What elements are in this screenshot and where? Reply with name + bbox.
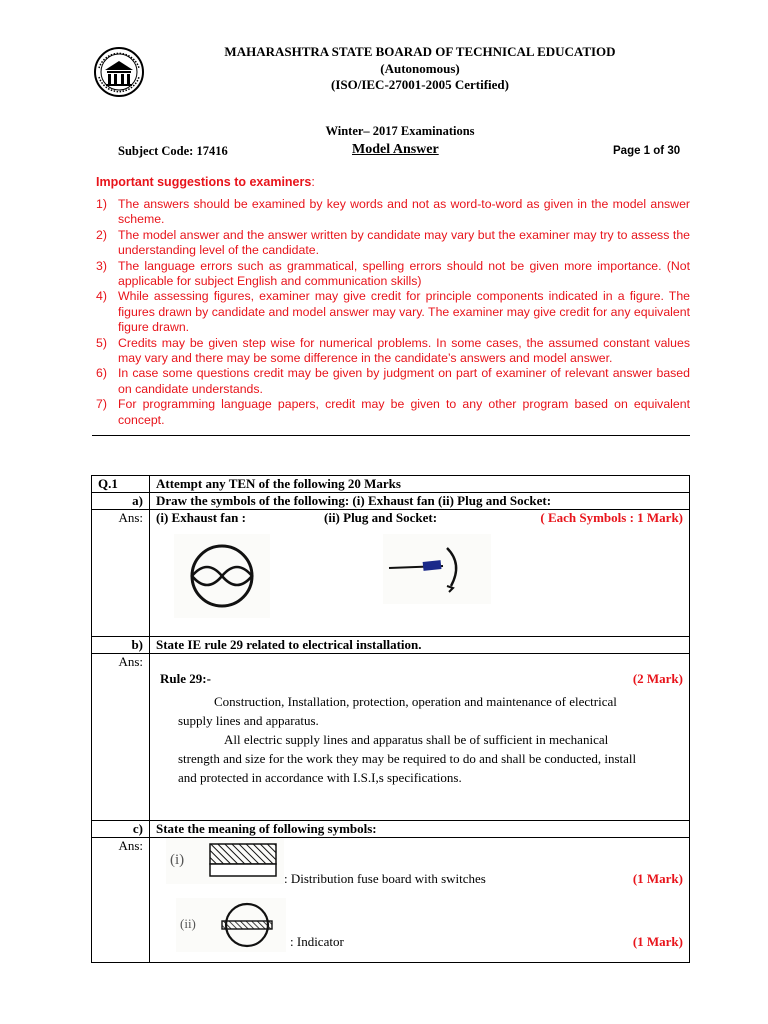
subquestion-label: c) — [92, 821, 150, 838]
question-header-row — [92, 476, 690, 493]
marks-label: ( Each Symbols : 1 Mark) — [540, 510, 683, 525]
suggestion-item: 5) Credits may be given step wise for numerical problems. In some cases, the assumed constant values may vary and there may be some difference in the candidate’s answers and model answer. — [96, 335, 690, 366]
subquestion-row — [92, 821, 690, 838]
certification-label: (ISO/IEC-27001-2005 Certified) — [330, 77, 509, 92]
subquestion-text: State the meaning of following symbols: — [150, 821, 690, 838]
answer-cell — [150, 838, 690, 963]
suggestion-item: 1) The answers should be examined by key words and not as word-to-word as given in the model answer scheme. — [96, 197, 690, 227]
answer-row — [92, 654, 690, 821]
suggestion-item: 3) The language errors such as grammatical, spelling errors should not be given more importance. (Not applicable for subject English and communication skills) — [96, 258, 690, 289]
question-title: Attempt any TEN of the following 20 Marks — [150, 476, 690, 493]
marks-label: (2 Mark) — [632, 671, 683, 686]
ans-label: Ans: — [92, 654, 150, 821]
rule-line: Construction, Installation, protection, operation and maintenance of electrical — [214, 694, 617, 709]
rule-line: supply lines and apparatus. — [178, 713, 319, 728]
rule-line: and protected in accordance with I.S.I,s specifications. — [178, 770, 462, 785]
indicator-symbol — [214, 901, 280, 949]
suggestion-item: 4) While assessing figures, examiner may give credit for principle components indicated in a figure. The figures drawn by candidate and model answer may vary. The examiner may give credit for any equivalent figure drawn. — [96, 289, 690, 335]
marks-label: (1 Mark) — [632, 871, 683, 886]
ans-label: Ans: — [92, 838, 150, 963]
plug-socket-label: (ii) Plug and Socket: — [324, 510, 438, 525]
exhaust-fan-symbol — [174, 534, 270, 618]
symbol-label: (ii) — [180, 916, 196, 931]
ans-label: Ans: — [92, 510, 150, 637]
rule-title: Rule 29:- — [160, 671, 211, 686]
answer-cell — [150, 510, 690, 637]
answer-row — [92, 510, 690, 637]
autonomous-label: (Autonomous) — [380, 61, 460, 76]
exhaust-fan-label: (i) Exhaust fan : — [156, 510, 246, 525]
answer-table — [91, 475, 690, 963]
subquestion-label: b) — [92, 637, 150, 654]
exam-title: Winter– 2017 Examinations — [325, 124, 475, 138]
suggestions-title: Important suggestions to examiners: — [96, 175, 315, 189]
org-name: MAHARASHTRA STATE BOARAD OF TECHNICAL EDUCATIOD — [224, 44, 616, 59]
section-divider — [92, 435, 690, 436]
distribution-fuse-board-figure — [166, 838, 284, 884]
marks-label: (1 Mark) — [632, 934, 683, 949]
suggestion-item: 7) For programming language papers, credit may be given to any other program based on equivalent concept. — [96, 397, 690, 427]
answer-row — [92, 838, 690, 963]
subquestion-text: Draw the symbols of the following: (i) Exhaust fan (ii) Plug and Socket: — [150, 493, 690, 510]
subquestion-row — [92, 493, 690, 510]
plug-socket-symbol — [383, 534, 491, 604]
symbol-label: (i) — [170, 852, 185, 868]
indicator-figure — [176, 898, 286, 952]
rule-line: strength and size for the work they may be required to do and shall be conducted, install — [178, 751, 637, 766]
rule-line: All electric supply lines and apparatus shall be of sufficient in mechanical — [224, 732, 609, 747]
hatched-box-symbol — [208, 842, 278, 878]
subquestion-row — [92, 637, 690, 654]
symbol-meaning: : Distribution fuse board with switches — [284, 871, 486, 886]
answer-cell — [150, 654, 690, 821]
subquestion-text: State IE rule 29 related to electrical installation. — [150, 637, 690, 654]
subject-code: Subject Code: 17416 — [118, 144, 228, 158]
suggestion-item: 2) The model answer and the answer written by candidate may vary but the examiner may try to assess the understanding level of the candidate. — [96, 227, 690, 258]
page-number: Page 1 of 30 — [613, 145, 681, 157]
suggestions-list — [96, 197, 690, 428]
suggestion-item: 6) In case some questions credit may be given by judgment on part of examiner of relevant answer based on candidate understands. — [96, 366, 690, 396]
symbol-meaning: : Indicator — [290, 934, 344, 949]
subquestion-label: a) — [92, 493, 150, 510]
question-number: Q.1 — [92, 476, 150, 493]
model-answer-title: Model Answer — [352, 142, 439, 157]
